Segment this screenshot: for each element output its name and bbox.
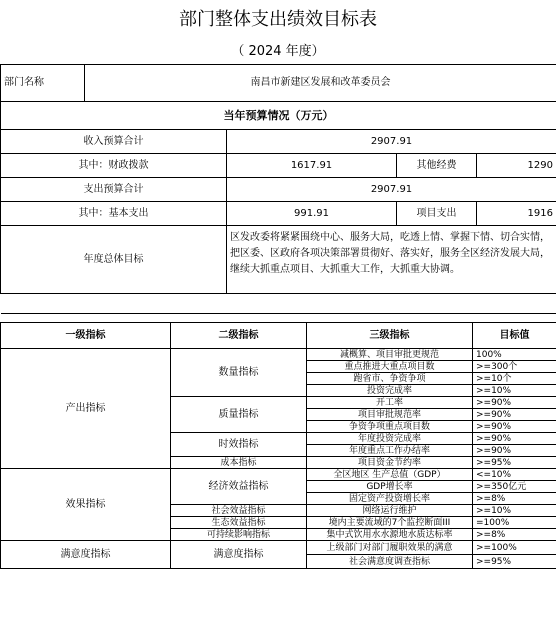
level2-social: 社会效益指标	[171, 505, 307, 517]
level3-item: 减概算、项目审批更规范	[307, 349, 473, 361]
level2-quality: 质量指标	[171, 397, 307, 433]
year-label: （ 2024 年度）	[231, 44, 325, 59]
level3-item: 项目审批规范率	[307, 409, 473, 421]
spacer-row	[1, 294, 556, 314]
level2-timeliness: 时效指标	[171, 433, 307, 457]
indicator-body	[0, 348, 556, 569]
level2-ecological: 生态效益指标	[171, 517, 307, 529]
target-value: <=10%	[473, 469, 556, 481]
level3-item: 争资争项重点项目数	[307, 421, 473, 433]
header-level2: 二级指标	[171, 323, 307, 349]
level3-item: 项目资金节约率	[307, 457, 473, 469]
income-label: 收入预算合计	[1, 130, 227, 154]
fiscal-label: 其中：财政拨款	[1, 154, 227, 178]
budget-header: 当年预算情况（万元）	[1, 102, 556, 130]
dept-value: 南昌市新建区发展和改革委员会	[85, 65, 556, 102]
page-title: 部门整体支出绩效目标表	[179, 9, 377, 30]
level3-item: 固定资产投资增长率	[307, 493, 473, 505]
income-value: 2907.91	[227, 130, 556, 154]
target-value: >=90%	[473, 433, 556, 445]
other-label: 其他经费	[397, 154, 477, 178]
indicator-table	[0, 322, 556, 349]
target-value: >=90%	[473, 409, 556, 421]
target-value: >=10%	[473, 385, 556, 397]
header-target: 目标值	[473, 323, 556, 349]
level3-item: GDP增长率	[307, 481, 473, 493]
level3-item: 境内主要流域的7个监控断面III	[307, 517, 473, 529]
level2-sustainable: 可持续影响指标	[171, 529, 307, 541]
project-label: 项目支出	[397, 202, 477, 226]
level3-item: 全区地区 生产总值（GDP）	[307, 469, 473, 481]
level3-item: 跑省市、争资争项	[307, 373, 473, 385]
level2-quantity: 数量指标	[171, 349, 307, 397]
level1-effect: 效果指标	[1, 469, 171, 541]
expense-value: 2907.91	[227, 178, 556, 202]
level3-item: 重点推进大重点项目数	[307, 361, 473, 373]
level3-item: 年度投资完成率	[307, 433, 473, 445]
basic-label: 其中：基本支出	[1, 202, 227, 226]
target-value: >=90%	[473, 421, 556, 433]
level3-item: 网络运行维护	[307, 505, 473, 517]
target-value: =100%	[473, 517, 556, 529]
basic-value: 991.91	[227, 202, 397, 226]
target-value: >=8%	[473, 493, 556, 505]
level3-item: 年度重点工作办结率	[307, 445, 473, 457]
project-value: 1916	[477, 202, 556, 226]
target-value: >=95%	[473, 457, 556, 469]
header-level3: 三级指标	[307, 323, 473, 349]
level3-item: 上级部门对部门履职效果的满意	[307, 541, 473, 555]
header-level1: 一级指标	[1, 323, 171, 349]
level3-item: 开工率	[307, 397, 473, 409]
level3-item: 集中式饮用水水源地水质达标率	[307, 529, 473, 541]
level2-economic: 经济效益指标	[171, 469, 307, 505]
target-value: >=90%	[473, 445, 556, 457]
fiscal-value: 1617.91	[227, 154, 397, 178]
level3-item: 投资完成率	[307, 385, 473, 397]
target-value: 100%	[473, 349, 556, 361]
level2-satisfaction: 满意度指标	[171, 541, 307, 569]
goal-text: 区发改委将紧紧围绕中心、服务大局，吃透上情、掌握下情、切合实情，把区委、区政府各项决策部署贯彻好、落实好，服务全区经济发展大局，继续大抓重点项目、大抓重大工作，大抓重大协调。	[227, 226, 556, 294]
level1-output: 产出指标	[1, 349, 171, 469]
other-value: 1290	[477, 154, 556, 178]
goal-label: 年度总体目标	[1, 226, 227, 294]
level1-satisfaction: 满意度指标	[1, 541, 171, 569]
target-value: >=300个	[473, 361, 556, 373]
target-value: >=90%	[473, 397, 556, 409]
target-value: >=100%	[473, 541, 556, 555]
budget-table	[0, 64, 556, 314]
target-value: >=10个	[473, 373, 556, 385]
dept-label: 部门名称	[1, 65, 85, 102]
expense-label: 支出预算合计	[1, 178, 227, 202]
level2-cost: 成本指标	[171, 457, 307, 469]
target-value: >=95%	[473, 555, 556, 569]
target-value: >=350亿元	[473, 481, 556, 493]
target-value: >=10%	[473, 505, 556, 517]
target-value: >=8%	[473, 529, 556, 541]
level3-item: 社会满意度调查指标	[307, 555, 473, 569]
